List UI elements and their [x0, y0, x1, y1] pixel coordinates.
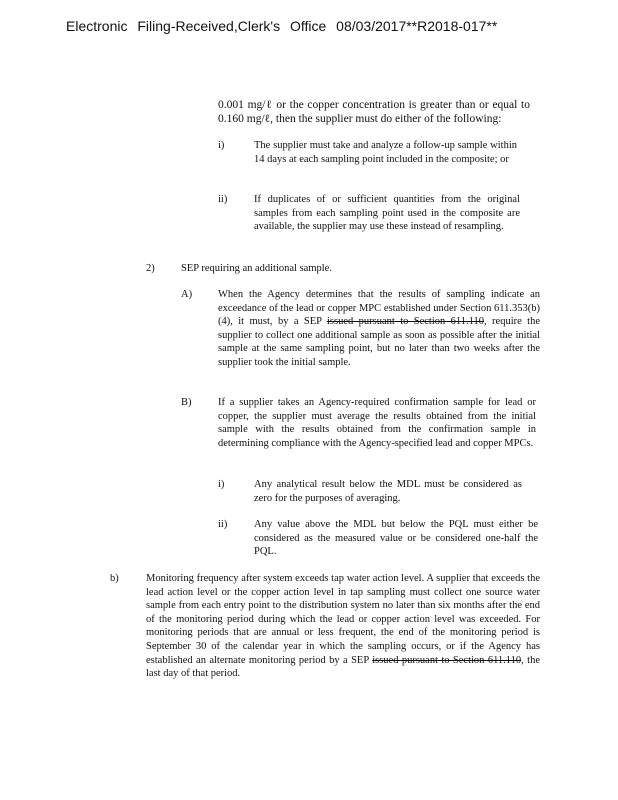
item-2-label: 2)	[146, 263, 155, 274]
item-ii-text: If duplicates of or sufficient quantities from the original samples from each sampling point used in the composite are available, the supplier may use these instead of resampling.	[254, 194, 520, 233]
item-A-struck-text: issued pursuant to Section 611.110	[327, 316, 485, 328]
item-A-text: When the Agency determines that the results of sampling indicate an exceedance of the lead or copper MPC established under Section 611.353(b)(4), it must, by a SEP issued pursuant to Section 611.110, require the supplier to collect one additional sample as soon as possible after the initial sample at the same sampling point, but no later than two weeks after the supplier took the initial sample.	[218, 289, 540, 368]
item-b-label: b)	[110, 573, 119, 584]
item-B-i-text: Any analytical result below the MDL must be considered as zero for the purposes of averaging.	[254, 479, 522, 504]
item-B-ii-label: ii)	[218, 519, 228, 530]
item-i-label: i)	[218, 140, 225, 151]
item-b-struck-text: issued pursuant to Section 611.110	[372, 654, 522, 666]
item-i-text: The supplier must take and analyze a follow-up sample within 14 days at each sampling point included in the composite; or	[254, 140, 517, 165]
item-b-text: Monitoring frequency after system exceeds tap water action level. A supplier that exceeds the lead action level or the copper action level in tap sampling must collect one source water sample from each entry point to the distribution system no later than six months after the end of the monitoring period during which the lead or copper action level was exceeded. For monitoring periods that are annual or less frequent, the end of the monitoring period is September 30 of the calendar year in which the sampling occurs, or if the Agency has established an alternate monitoring period by a SEP issued pursuant to Section 611.110, the last day of that period.	[146, 573, 541, 680]
item-ii-label: ii)	[218, 194, 228, 205]
continuation-paragraph: 0.001 mg/ℓ or the copper concentration is greater than or equal to 0.160 mg/ℓ, then the supplier must do either of the following:	[218, 99, 530, 125]
item-B-label: B)	[181, 397, 192, 408]
item-B-ii-text: Any value above the MDL but below the PQL must either be considered as the measured value or be considered one-half the PQL.	[254, 519, 538, 558]
item-B-text: If a supplier takes an Agency-required confirmation sample for lead or copper, the supplier must average the results obtained from the initial sample with the results obtained from the confirmation sample in determining compliance with the Agency-specified lead and copper MPCs.	[218, 397, 536, 449]
electronic-filing-header: Electronic Filing-Received,Clerk's Office 08/03/2017**R2018-017**	[66, 18, 498, 34]
item-B-i-label: i)	[218, 479, 225, 490]
item-A-label: A)	[181, 289, 193, 300]
item-2-heading: SEP requiring an additional sample.	[181, 263, 332, 274]
